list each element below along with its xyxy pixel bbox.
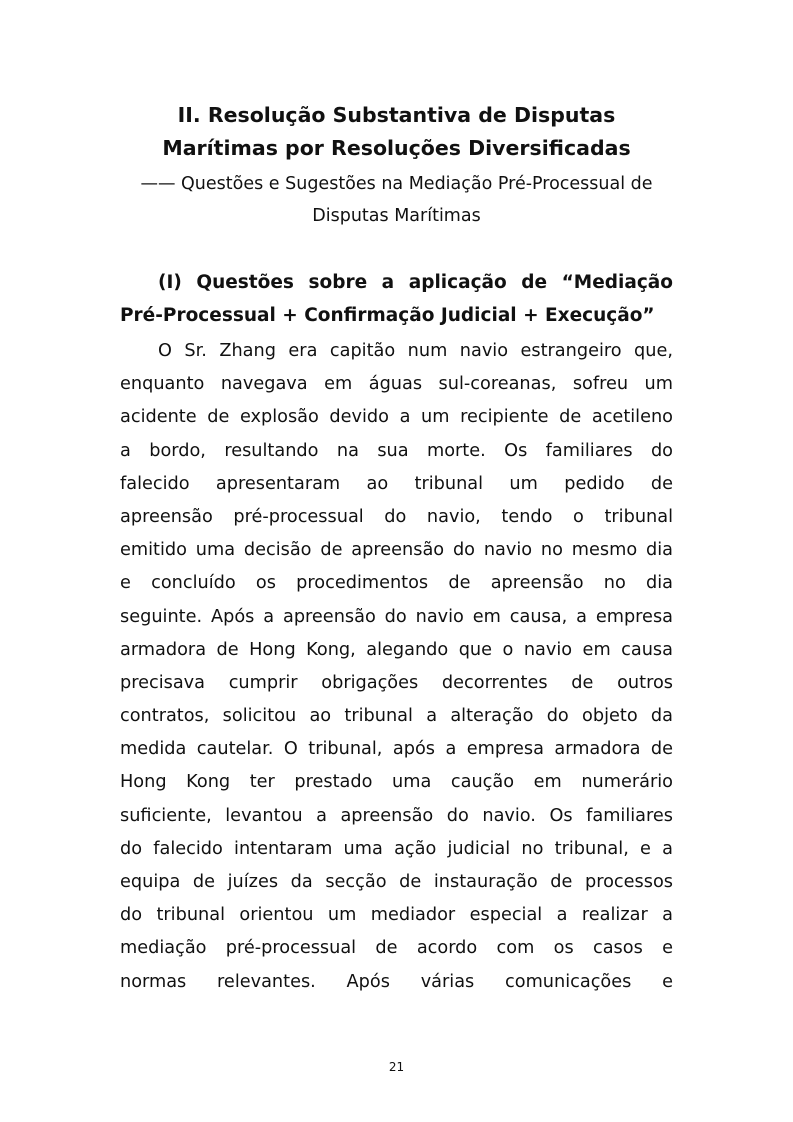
body-line: O Sr. Zhang era capitão num navio estrangeiro que, [158, 341, 673, 361]
body-line: acidente de explosão devido a um recipiente de acetileno [120, 407, 673, 428]
body-line: armadora de Hong Kong, alegando que o navio em causa [120, 639, 673, 660]
body-line: contratos, solicitou ao tribunal a alteração do objeto da [120, 706, 673, 727]
body-line: precisava cumprir obrigações decorrentes de outros [120, 672, 673, 693]
document-subtitle-line-1: —— Questões e Sugestões na Mediação Pré-Processual de [140, 174, 653, 194]
body-line: falecido apresentaram ao tribunal um pedido de [120, 473, 673, 494]
body-line: do tribunal orientou um mediador especial a realizar a [120, 905, 673, 926]
body-line: seguinte. Após a apreensão do navio em causa, a empresa [120, 606, 673, 627]
section-heading-line-2: Pré-Processual + Confirmação Judicial + Execução” [120, 305, 655, 326]
body-line: medida cautelar. O tribunal, após a empresa armadora de [120, 739, 673, 760]
body-line: a bordo, resultando na sua morte. Os familiares do [120, 440, 673, 461]
body-line: emitido uma decisão de apreensão do navio no mesmo dia [120, 540, 673, 561]
section-heading [120, 266, 673, 332]
body-line: Hong Kong ter prestado uma caução em numerário [120, 772, 673, 793]
body-line: mediação pré-processual de acordo com os casos e [120, 938, 673, 959]
body-line: equipa de juízes da secção de instauração de processos [120, 872, 673, 892]
page-number: 21 [388, 1060, 405, 1074]
body-line: normas relevantes. Após várias comunicações e [120, 971, 673, 992]
body-line: do falecido intentaram uma ação judicial no tribunal, e a [120, 838, 673, 859]
body-line: apreensão pré-processual do navio, tendo o tribunal [120, 506, 673, 527]
body-line: suficiente, levantou a apreensão do navio. Os familiares [120, 805, 673, 826]
body-line: e concluído os procedimentos de apreensão no dia [120, 573, 673, 594]
document-title-line-2: Marítimas por Resoluções Diversificadas [162, 136, 631, 160]
body-line: enquanto navegava em águas sul-coreanas, sofreu um [120, 374, 673, 395]
section-heading-line-1: (I) Questões sobre a aplicação de “Mediação [158, 272, 673, 293]
document-title-line-1: II. Resolução Substantiva de Disputas [177, 103, 616, 127]
document-subtitle-line-2: Disputas Marítimas [312, 206, 481, 226]
body-paragraph [120, 335, 673, 999]
